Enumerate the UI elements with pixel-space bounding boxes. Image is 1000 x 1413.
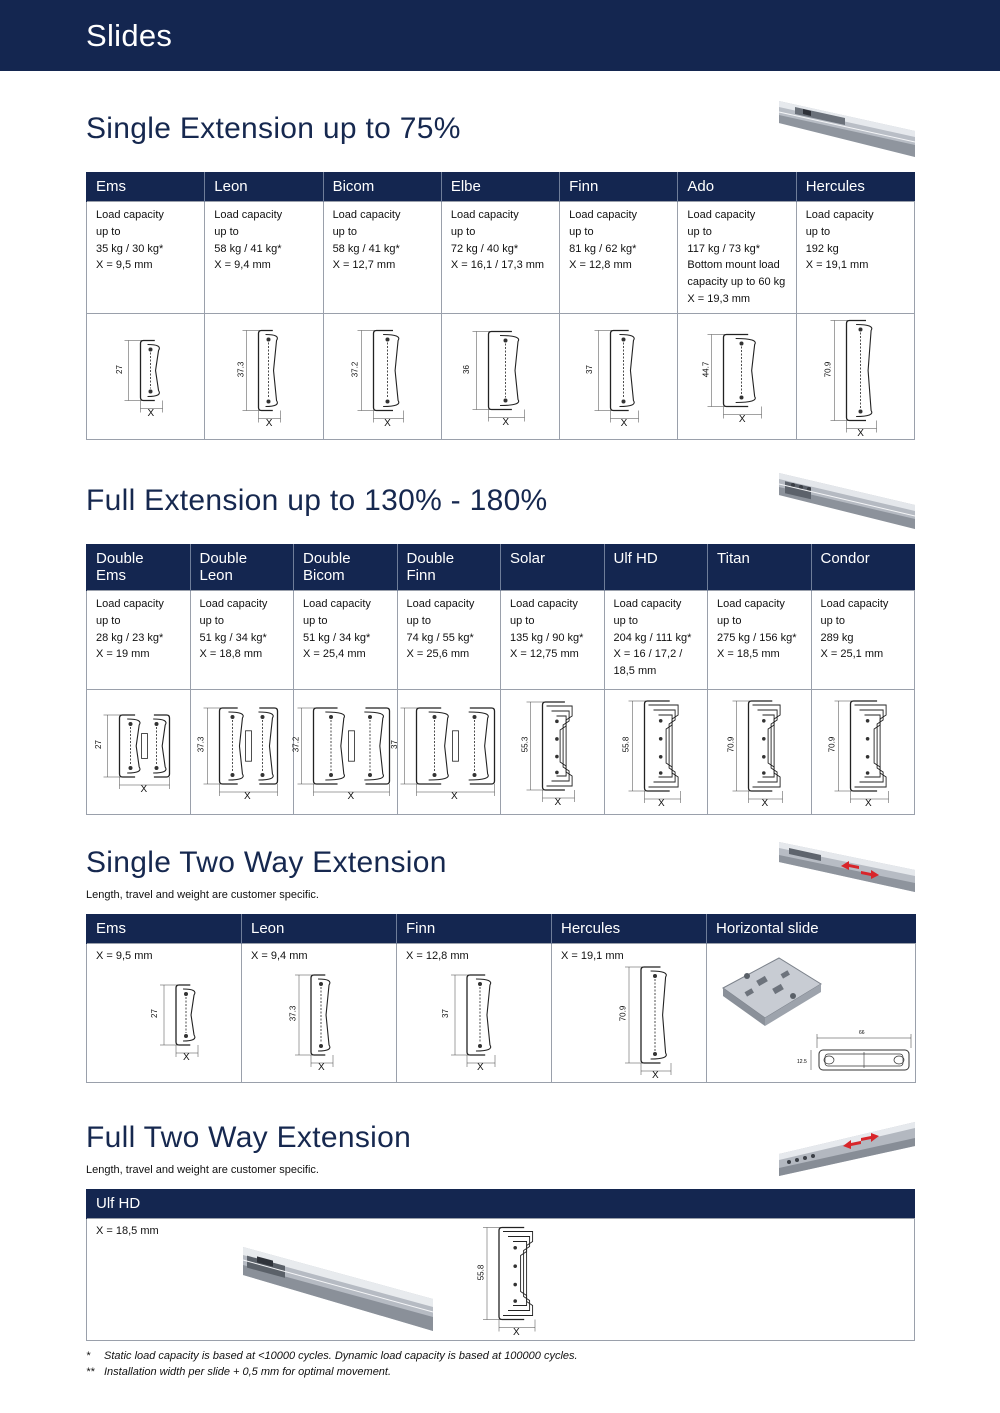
column-header-double-finn: Double Finn bbox=[397, 544, 501, 591]
column-header-finn: Finn bbox=[397, 914, 552, 944]
spec-cell bbox=[190, 591, 294, 690]
profile-drawing-finn bbox=[397, 962, 551, 1080]
width-dimension-label: X bbox=[477, 1062, 484, 1073]
spec-cell bbox=[397, 591, 501, 690]
content-cell bbox=[552, 944, 707, 1083]
profile-sketch bbox=[205, 314, 322, 439]
height-dimension-label: 44.7 bbox=[701, 361, 711, 377]
spec-cell bbox=[560, 202, 678, 314]
full-extension-spec-row bbox=[87, 591, 915, 690]
width-dimension-label: X bbox=[658, 798, 665, 809]
height-dimension-label: 70.9 bbox=[827, 736, 837, 753]
width-dimension-label: X bbox=[554, 797, 562, 808]
spec-text-titan: Load capacity up to 275 kg / 156 kg* X = 18,5 mm bbox=[717, 598, 797, 661]
spec-cell bbox=[604, 591, 708, 690]
column-header-horizontal-slide: Horizontal slide bbox=[707, 914, 916, 944]
section-title-single-two-way: Single Two Way Extension bbox=[86, 846, 447, 879]
column-header-ems: Ems bbox=[87, 172, 205, 202]
column-header-ulf-hd: Ulf HD bbox=[87, 1189, 915, 1219]
profile-sketch bbox=[397, 962, 551, 1080]
profile-sketch bbox=[191, 690, 294, 814]
profile-drawing-elbe bbox=[442, 314, 559, 439]
profile-drawing-double-bicom bbox=[290, 690, 397, 814]
profile-sketch bbox=[442, 314, 559, 439]
single-extension-header-row bbox=[87, 172, 915, 202]
spec-text: X = 19,1 mm bbox=[561, 950, 624, 962]
spec-cell bbox=[441, 202, 559, 314]
width-dimension-label: X bbox=[513, 1326, 520, 1338]
spec-cell bbox=[796, 202, 914, 314]
single-two-way-slide-photo bbox=[775, 836, 920, 896]
single-extension-drawing-row bbox=[87, 314, 915, 440]
height-dimension-label: 36 bbox=[462, 364, 472, 374]
full-extension-slide-photo bbox=[775, 465, 920, 533]
spec-cell bbox=[205, 202, 323, 314]
height-dimension-label: 55.8 bbox=[476, 1264, 486, 1280]
full-extension-drawing-row bbox=[87, 690, 915, 815]
height-dimension-label: 37.2 bbox=[290, 736, 300, 753]
spec-cell bbox=[708, 591, 812, 690]
drawing-cell bbox=[290, 690, 398, 815]
profile-sketch bbox=[501, 690, 604, 814]
profile-sketch bbox=[324, 314, 441, 439]
column-header-condor: Condor bbox=[811, 544, 915, 591]
single-extension-slide-photo bbox=[775, 95, 920, 160]
spec-text-finn: Load capacity up to 81 kg / 62 kg* X = 12,8 mm bbox=[569, 209, 638, 272]
section-subtitle-full-two-way: Length, travel and weight are customer specific. bbox=[86, 1164, 319, 1176]
profile-drawing-ems bbox=[87, 314, 204, 439]
column-header-leon: Leon bbox=[205, 172, 323, 202]
profile-drawing-leon bbox=[242, 962, 396, 1080]
profile-sketch bbox=[797, 314, 914, 439]
profile-drawing-double-finn bbox=[389, 690, 501, 814]
profile-sketch bbox=[605, 690, 708, 814]
height-dimension-label: 55.3 bbox=[519, 736, 529, 753]
spec-text-leon: Load capacity up to 58 kg / 41 kg* X = 9,4 mm bbox=[214, 209, 283, 272]
horizontal-slide-drawing bbox=[797, 1024, 915, 1080]
drawing-cell bbox=[708, 690, 812, 815]
full-two-way-slide-photo bbox=[775, 1116, 920, 1180]
column-header-double-bicom: Double Bicom bbox=[294, 544, 398, 591]
spec-cell bbox=[811, 591, 915, 690]
width-dimension-label: X bbox=[761, 798, 769, 809]
horizontal-slide-height-label: 12.5 bbox=[797, 1059, 807, 1065]
full-two-way-header-row bbox=[87, 1189, 915, 1219]
spec-cell bbox=[294, 591, 398, 690]
spec-text: X = 9,5 mm bbox=[96, 950, 153, 962]
column-header-titan: Titan bbox=[708, 544, 812, 591]
profile-drawing-ems bbox=[87, 962, 241, 1080]
horizontal-slide-photo bbox=[717, 952, 827, 1032]
single-two-way-header-row bbox=[87, 914, 916, 944]
width-dimension-label: X bbox=[451, 791, 458, 802]
drawing-cell bbox=[323, 314, 441, 440]
footnote-text: Installation width per slide + 0,5 mm for optimal movement. bbox=[104, 1366, 392, 1378]
height-dimension-label: 37 bbox=[440, 1009, 450, 1018]
column-header-ems: Ems bbox=[87, 914, 242, 944]
height-dimension-label: 37.3 bbox=[236, 361, 246, 377]
width-dimension-label: X bbox=[652, 1070, 659, 1081]
spec-text: X = 12,8 mm bbox=[406, 950, 469, 962]
spec-cell bbox=[87, 591, 191, 690]
spec-text-double-leon: Load capacity up to 51 kg / 34 kg* X = 18,8 mm bbox=[199, 598, 268, 661]
drawing-cell bbox=[205, 314, 323, 440]
width-dimension-label: X bbox=[738, 413, 746, 425]
footnote-text: Static load capacity is based at <10000 cycles. Dynamic load capacity is based at 100000 cycles. bbox=[104, 1350, 578, 1362]
width-dimension-label: X bbox=[318, 1062, 325, 1073]
single-two-way-table bbox=[86, 914, 916, 1083]
full-two-way-table bbox=[86, 1189, 915, 1341]
content-cell bbox=[87, 1219, 915, 1341]
spec-text-solar: Load capacity up to 135 kg / 90 kg* X = 12,75 mm bbox=[510, 598, 584, 661]
spec-text-bicom: Load capacity up to 58 kg / 41 kg* X = 12,7 mm bbox=[332, 209, 401, 272]
drawing-cell bbox=[87, 690, 191, 815]
column-header-leon: Leon bbox=[242, 914, 397, 944]
width-dimension-label: X bbox=[620, 417, 628, 429]
height-dimension-label: 70.9 bbox=[618, 1005, 628, 1022]
section-title-single-extension: Single Extension up to 75% bbox=[86, 112, 461, 145]
profile-sketch bbox=[87, 962, 241, 1080]
drawing-cell bbox=[678, 314, 796, 440]
spec-text-ulf-hd: Load capacity up to 204 kg / 111 kg* X = 16 / 17,2 / 18,5 mm bbox=[613, 598, 692, 678]
section-subtitle-single-two-way: Length, travel and weight are customer specific. bbox=[86, 889, 319, 901]
profile-sketch bbox=[87, 690, 190, 814]
drawing-cell bbox=[811, 690, 915, 815]
spec-cell bbox=[87, 202, 205, 314]
width-dimension-label: X bbox=[857, 427, 864, 439]
width-dimension-label: X bbox=[347, 791, 355, 802]
footnote-static-load bbox=[86, 1350, 578, 1362]
profile-drawing-ulf-hd bbox=[87, 1219, 916, 1340]
full-extension-header-row bbox=[87, 544, 915, 591]
full-extension-table bbox=[86, 544, 915, 815]
column-header-solar: Solar bbox=[501, 544, 605, 591]
spec-cell bbox=[501, 591, 605, 690]
spec-text-double-finn: Load capacity up to 74 kg / 55 kg* X = 25,6 mm bbox=[406, 598, 475, 661]
content-cell bbox=[397, 944, 552, 1083]
spec-text-elbe: Load capacity up to 72 kg / 40 kg* X = 16,1 / 17,3 mm bbox=[450, 209, 545, 272]
width-dimension-label: X bbox=[183, 1052, 190, 1063]
single-extension-spec-row bbox=[87, 202, 915, 314]
height-dimension-label: 37.3 bbox=[288, 1005, 298, 1022]
spec-cell bbox=[678, 202, 796, 314]
height-dimension-label: 55.8 bbox=[621, 736, 631, 753]
single-extension-table bbox=[86, 172, 915, 440]
height-dimension-label: 37 bbox=[584, 364, 594, 374]
spec-text: X = 9,4 mm bbox=[251, 950, 308, 962]
profile-sketch bbox=[678, 314, 795, 439]
profile-drawing-ado bbox=[678, 314, 795, 439]
page-title: Slides bbox=[86, 18, 173, 53]
profile-drawing-leon bbox=[205, 314, 322, 439]
profile-sketch bbox=[552, 962, 706, 1080]
height-dimension-label: 37.3 bbox=[196, 736, 206, 753]
spec-text-double-ems: Load capacity up to 28 kg / 23 kg* X = 19 mm bbox=[96, 598, 164, 661]
profile-sketch bbox=[560, 314, 677, 439]
spec-text: X = 18,5 mm bbox=[96, 1225, 159, 1237]
two-way-cell-ems bbox=[87, 944, 241, 1082]
spec-text-double-bicom: Load capacity up to 51 kg / 34 kg* X = 25,4 mm bbox=[303, 598, 371, 661]
drawing-cell bbox=[796, 314, 914, 440]
two-way-cell-finn bbox=[397, 944, 551, 1082]
single-two-way-content-row bbox=[87, 944, 916, 1083]
height-dimension-label: 27 bbox=[93, 740, 103, 749]
profile-sketch bbox=[708, 690, 811, 814]
width-dimension-label: X bbox=[265, 417, 273, 429]
column-header-elbe: Elbe bbox=[441, 172, 559, 202]
profile-sketch bbox=[87, 314, 204, 439]
height-dimension-label: 70.9 bbox=[725, 736, 735, 753]
spec-text-hercules: Load capacity up to 192 kg X = 19,1 mm bbox=[805, 209, 874, 272]
width-dimension-label: X bbox=[244, 791, 251, 802]
height-dimension-label: 70.9 bbox=[823, 361, 833, 377]
page-header-bar bbox=[0, 0, 1000, 71]
profile-drawing-hercules bbox=[552, 962, 706, 1080]
column-header-double-ems: Double Ems bbox=[87, 544, 191, 591]
profile-drawing-finn bbox=[560, 314, 677, 439]
profile-sketch bbox=[87, 1219, 916, 1340]
footnote-installation-width bbox=[86, 1366, 391, 1378]
full-two-way-cell-ulf-hd bbox=[87, 1219, 914, 1340]
horizontal-slide-width-label: 66 bbox=[859, 1030, 865, 1036]
full-two-way-content-row bbox=[87, 1219, 915, 1341]
profile-drawing-hercules bbox=[797, 314, 914, 439]
drawing-cell bbox=[501, 690, 605, 815]
drawing-cell bbox=[87, 314, 205, 440]
profile-drawing-titan bbox=[708, 690, 811, 814]
content-cell bbox=[87, 944, 242, 1083]
width-dimension-label: X bbox=[502, 416, 510, 428]
column-header-double-leon: Double Leon bbox=[190, 544, 294, 591]
width-dimension-label: X bbox=[140, 784, 148, 795]
column-header-finn: Finn bbox=[560, 172, 678, 202]
column-header-bicom: Bicom bbox=[323, 172, 441, 202]
drawing-cell bbox=[560, 314, 678, 440]
spec-text-condor: Load capacity up to 289 kg X = 25,1 mm bbox=[820, 598, 889, 661]
drawing-cell bbox=[441, 314, 559, 440]
spec-cell bbox=[323, 202, 441, 314]
section-title-full-extension: Full Extension up to 130% - 180% bbox=[86, 484, 548, 517]
two-way-cell-horizontal-slide bbox=[707, 944, 915, 1082]
width-dimension-label: X bbox=[147, 407, 155, 419]
section-title-full-two-way: Full Two Way Extension bbox=[86, 1121, 412, 1154]
height-dimension-label: 27 bbox=[114, 364, 124, 374]
two-way-cell-leon bbox=[242, 944, 396, 1082]
spec-text-ems: Load capacity up to 35 kg / 30 kg* X = 9,5 mm bbox=[96, 209, 164, 272]
profile-sketch bbox=[398, 690, 501, 814]
profile-drawing-condor bbox=[812, 690, 915, 814]
profile-drawing-bicom bbox=[324, 314, 441, 439]
profile-drawing-double-leon bbox=[191, 690, 294, 814]
column-header-hercules: Hercules bbox=[796, 172, 914, 202]
two-way-cell-hercules bbox=[552, 944, 706, 1082]
drawing-cell bbox=[190, 690, 294, 815]
column-header-ulf-hd: Ulf HD bbox=[604, 544, 708, 591]
footnote-mark: * bbox=[86, 1350, 91, 1362]
content-cell bbox=[707, 944, 916, 1083]
height-dimension-label: 27 bbox=[149, 1009, 159, 1018]
height-dimension-label: 37.2 bbox=[350, 361, 360, 377]
column-header-ado: Ado bbox=[678, 172, 796, 202]
profile-drawing-ulf-hd bbox=[605, 690, 708, 814]
footnote-mark: ** bbox=[86, 1366, 95, 1378]
profile-drawing-double-ems bbox=[87, 690, 190, 814]
spec-text-ado: Load capacity up to 117 kg / 73 kg* Bottom mount load capacity up to 60 kg X = 19,3 mm bbox=[687, 209, 786, 305]
column-header-hercules: Hercules bbox=[552, 914, 707, 944]
profile-drawing-solar bbox=[501, 690, 604, 814]
content-cell bbox=[242, 944, 397, 1083]
drawing-cell bbox=[389, 690, 501, 815]
width-dimension-label: X bbox=[384, 417, 391, 429]
width-dimension-label: X bbox=[865, 798, 872, 809]
height-dimension-label: 37 bbox=[389, 740, 399, 749]
drawing-cell bbox=[604, 690, 708, 815]
profile-sketch bbox=[294, 690, 397, 814]
